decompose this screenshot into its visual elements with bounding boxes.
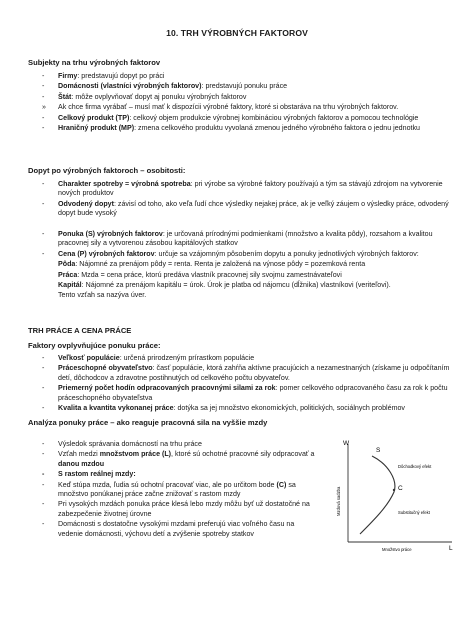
list-item: - Cena (P) výrobných faktorov: určuje sa vzájomným pôsobením dopytu a ponuky jednotlivých výrobných faktorov: [28,250,460,259]
substitution-effect-label: Substitučný efekt [398,510,430,515]
list-item: - Charakter spotreby = výrobná spotreba: pri výrobe sa výrobné faktory používajú a tým sa stávajú zdrojom na vytvorenie nových produktov [28,180,460,199]
list-item: - Štát: môže ovplyvňovať dopyt aj ponuku výrobných faktorov [28,93,460,102]
y-axis-title: Mzdová sadzba [336,486,341,516]
supply-curve [360,456,395,534]
section-heading-demand: Dopyt po výrobných faktoroch – osobitosti: [28,166,186,175]
list-item: - Ponuka (S) výrobných faktorov: je určovaná prírodnými podmienkami (množstvo a kvalita pôdy), rozsahom a kvalitou pracovnej sily a vytvorenou zásobou kapitálových statkov [28,230,460,249]
section-heading-supply-factors: Faktory ovplyvňujúce ponuku práce: [28,341,161,350]
factor-line: Kapitál: Nájomné za prenájom kapitálu = úrok. Úrok je platba od nájomcu (dĺžnika) vlastníkovi (veriteľovi). [58,281,391,290]
list-item: - S rastom reálnej mzdy: [28,470,318,479]
list-item: - Práceschopné obyvateľstvo: časť populácie, ktorá zahŕňa aktívne pracujúcich a nezamestnaných (získame ju odpočítaním detí, dôchodcov a zdravotne postihnutých od celkového počtu obyvateľov. [28,364,460,383]
list-item: - Priemerný počet hodín odpracovaných pracovnými silami za rok: pomer celkového odpracovaného času za rok k počtu práceschopného obyvateľstva [28,384,460,403]
demand-block [28,180,460,220]
section-heading-analysis: Analýza ponuky práce – ako reaguje pracovná sila na vyššie mzdy [28,418,268,427]
list-item: - Firmy: predstavujú dopyt po práci [28,72,460,81]
supply-price-block [28,230,460,302]
list-item: - Domácnosti s dostatočne vysokými mzdami preferujú viac voľného času na vedenie domácnosti, výchovu detí a zvýšenie spotreby statkov [28,520,318,539]
factor-line: Práca: Mzda = cena práce, ktorú predáva vlastník pracovnej sily svojmu zamestnávateľovi [58,270,342,279]
s-curve-label: S [376,447,381,454]
list-item: - Celkový produkt (TP): celkový objem produkcie výrobnej kombináciou výrobných faktorov a pomocou technológie [28,114,460,123]
w-axis-label: W [343,440,350,447]
list-item: - Výsledok správania domácností na trhu práce [28,440,318,449]
list-item: - Domácnosti (vlastníci výrobných faktorov): predstavujú ponuku práce [28,82,460,91]
list-item: - Pri vysokých mzdách ponuka práce klesá lebo mzdy môžu byť už dostatočné na zabezpečenie životnej úrovne [28,500,318,519]
l-axis-label: L [449,545,453,552]
list-item: » Ak chce firma vyrábať – musí mať k dispozícii výrobné faktory, ktoré si obstaráva na trhu výrobných faktorov. [28,103,460,112]
factor-line: Tento vzťah sa nazýva úver. [58,291,147,300]
x-axis-title: Množstvo práce [382,547,412,552]
analysis-block [28,440,318,540]
income-effect-label: Dôchodkový efekt [398,464,432,469]
list-item: - Veľkosť populácie: určená prirodzeným prírastkom populácie [28,354,460,363]
subjects-block [28,72,460,134]
list-item: - Odvodený dopyt: závisí od toho, ako veľa ľudí chce výsledky nejakej práce, ak je veľký záujem o výsledky práce, odvodený dopyt bude vysoký [28,200,460,219]
labor-supply-graph [330,438,460,558]
section-heading-labor-market: TRH PRÁCE A CENA PRÁCE [28,326,132,335]
page-title: 10. TRH VÝROBNÝCH FAKTOROV [166,28,308,38]
labor-supply-factors-block [28,354,460,414]
list-item: - Vzťah medzi množstvom práce (L), ktoré sú ochotné pracovné sily odpracovať a danou mzdou [28,450,318,469]
c-point-label: C [398,485,403,492]
point-c [393,489,395,491]
list-item: - Hraničný produkt (MP): zmena celkového produktu vyvolaná zmenou jedného výrobného faktora o jednu jednotku [28,124,460,133]
factor-line: Pôda: Nájomné za prenájom pôdy = renta. Renta je založená na výnose pôdy = pozemková renta [58,260,366,269]
list-item: - Keď stúpa mzda, ľudia sú ochotní pracovať viac, ale po určitom bode (C) sa množstvo ponúkanej práce začne znižovať s rastom mzdy [28,481,318,500]
section-heading-subjects: Subjekty na trhu výrobných faktorov [28,58,161,67]
list-item: - Kvalita a kvantita vykonanej práce: dotýka sa jej množstvo ekonomických, politických, sociálnych problémov [28,404,460,413]
